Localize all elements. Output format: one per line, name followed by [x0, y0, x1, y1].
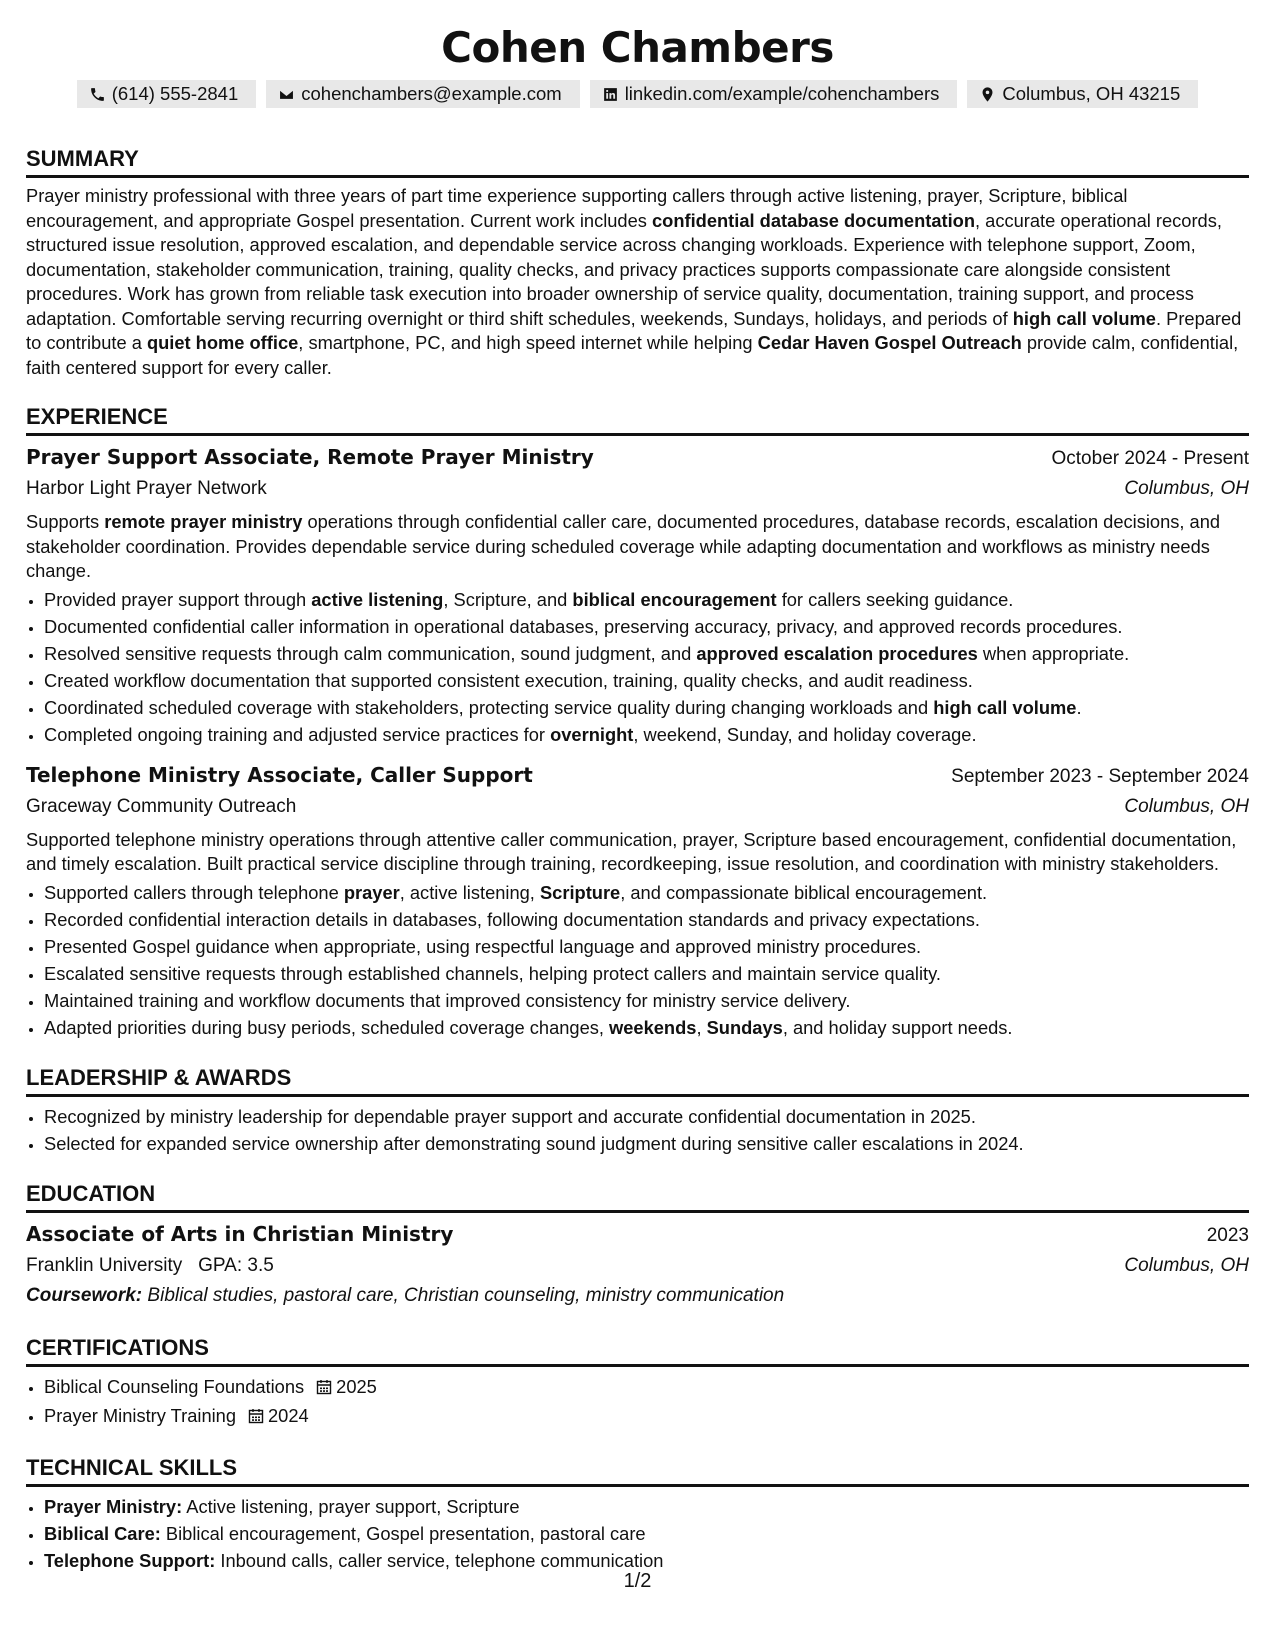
linkedin-icon: [602, 86, 619, 103]
certifications-list: [26, 1373, 1249, 1431]
job-location: Columbus, OH: [1124, 478, 1249, 499]
section-title-education: EDUCATION: [26, 1181, 1249, 1213]
education-entry: [26, 1219, 1249, 1311]
section-title-experience: EXPERIENCE: [26, 404, 1249, 436]
list-item: • Recorded confidential interaction details in databases, following documentation standards and privacy expectations.: [44, 906, 1249, 933]
coursework: Coursework: Biblical studies, pastoral care, Christian counseling, ministry communication: [26, 1284, 785, 1306]
job-description: Supports remote prayer ministry operations through confidential caller care, documented procedures, database records, escalation decisions, and stakeholder coordination. Provides dependable service during scheduled coverage while adapting documentation and workflows as ministry needs change.: [26, 511, 1221, 581]
list-item: • Provided prayer support through active listening, Scripture, and biblical encouragement for callers seeking guidance.: [44, 586, 1249, 613]
education-section: [26, 1181, 1249, 1311]
cert-year: 2024: [268, 1404, 309, 1426]
list-item: • Coordinated scheduled coverage with stakeholders, protecting service quality during changing workloads and high call volume.: [44, 694, 1249, 721]
location-text: Columbus, OH 43215: [1002, 83, 1181, 104]
job-role: Telephone Ministry Associate, Caller Support: [26, 762, 533, 787]
resume-page: [26, 22, 1249, 1574]
section-title-certifications: CERTIFICATIONS: [26, 1335, 1249, 1367]
section-title-skills: TECHNICAL SKILLS: [26, 1455, 1249, 1487]
section-title-leadership: LEADERSHIP & AWARDS: [26, 1065, 1249, 1097]
list-item: • Created workflow documentation that supported consistent execution, training, quality checks, and audit readiness.: [44, 667, 1249, 694]
section-title-summary: SUMMARY: [26, 146, 1249, 178]
list-item: • Maintained training and workflow documents that improved consistency for ministry service delivery.: [44, 987, 1249, 1014]
summary-section: [26, 146, 1249, 380]
job-dates: October 2024 - Present: [1051, 448, 1249, 469]
list-item: • Telephone Support: Inbound calls, caller service, telephone communication: [44, 1547, 1249, 1574]
experience-section: [26, 404, 1249, 1041]
gpa: GPA: 3.5: [198, 1254, 274, 1276]
certifications-section: [26, 1335, 1249, 1431]
contact-bar: [26, 80, 1249, 108]
list-item: • Presented Gospel guidance when appropriate, using respectful language and approved ministry procedures.: [44, 933, 1249, 960]
list-item: • Supported callers through telephone prayer, active listening, Scripture, and compassionate biblical encouragement.: [44, 879, 1249, 906]
job-bullets: [26, 586, 1249, 748]
cert-year: 2025: [336, 1375, 377, 1397]
list-item: • Prayer Ministry Training 2024: [44, 1402, 1249, 1431]
job-location: Columbus, OH: [1124, 795, 1249, 817]
envelope-icon: [278, 86, 295, 103]
leadership-section: [26, 1065, 1249, 1157]
job-dates: September 2023 - September 2024: [951, 765, 1249, 787]
list-item: • Completed ongoing training and adjusted service practices for overnight, weekend, Sunday, and holiday coverage.: [44, 721, 1249, 748]
list-item: • Documented confidential caller information in operational databases, preserving accuracy, privacy, and approved records procedures.: [44, 613, 1249, 640]
job-entry: [26, 760, 1249, 1041]
job-organization: Harbor Light Prayer Network: [26, 478, 267, 499]
school: Franklin University GPA: 3.5: [26, 1254, 274, 1276]
graduation-year: 2023: [1206, 1224, 1249, 1246]
map-pin-icon: [979, 86, 996, 103]
list-item: • Selected for expanded service ownership after demonstrating sound judgment during sensitive caller escalations in 2024.: [44, 1130, 1249, 1157]
job-role: Prayer Support Associate, Remote Prayer Ministry: [26, 445, 594, 469]
phone-chip: [77, 80, 257, 108]
list-item: • Biblical Counseling Foundations 2025: [44, 1373, 1249, 1402]
degree: Associate of Arts in Christian Ministry: [26, 1221, 454, 1246]
page-number: 1/2: [623, 1570, 652, 1592]
job-description: Supported telephone ministry operations through attentive caller communication, prayer, Scripture based encouragement, confidential documentation, and timely escalation. Built practical service discipline through training, recordkeeping, issue resolution, and coordination with ministry stakeholders.: [26, 828, 1237, 874]
skills-section: [26, 1455, 1249, 1574]
phone-icon: [89, 86, 106, 103]
location-chip: [967, 80, 1198, 108]
school-location: Columbus, OH: [1124, 1254, 1249, 1276]
list-item: • Resolved sensitive requests through calm communication, sound judgment, and approved escalation procedures when appropriate.: [44, 640, 1249, 667]
skills-list: [26, 1493, 1249, 1574]
email-address[interactable]: cohenchambers@example.com: [301, 83, 562, 104]
list-item: • Escalated sensitive requests through established channels, helping protect callers and maintain service quality.: [44, 960, 1249, 987]
list-item: • Biblical Care: Biblical encouragement, Gospel presentation, pastoral care: [44, 1520, 1249, 1547]
email-chip[interactable]: [266, 80, 579, 108]
linkedin-url[interactable]: linkedin.com/example/cohenchambers: [624, 83, 940, 104]
leadership-list: [26, 1103, 1249, 1157]
list-item: • Recognized by ministry leadership for dependable prayer support and accurate confidential documentation in 2025.: [44, 1103, 1249, 1130]
calendar-icon: [316, 1375, 332, 1402]
candidate-name: Cohen Chambers: [441, 23, 834, 72]
summary-text: Prayer ministry professional with three years of part time experience supporting callers through active listening, prayer, Scripture, biblical encouragement, and appropriate Gospel presentation. Current work includes confidential database documentation, accurate operational records, structured issue resolution, approved escalation, and dependable service across changing workloads. Experience with telephone support, Zoom, documentation, stakeholder communication, training, quality checks, and privacy practices supports compassionate care alongside consistent procedures. Work has grown from reliable task execution into broader ownership of service quality, documentation, training support, and process adaptation. Comfortable serving recurring overnight or third shift schedules, weekends, Sundays, holidays, and periods of high call volume. Prepared to contribute a quiet home office, smartphone, PC, and high speed internet while helping Cedar Haven Gospel Outreach provide calm, confidential, faith centered support for every caller.: [26, 185, 1242, 378]
job-bullets: [26, 879, 1249, 1041]
list-item: • Adapted priorities during busy periods, scheduled coverage changes, weekends, Sundays, and holiday support needs.: [44, 1014, 1249, 1041]
job-organization: Graceway Community Outreach: [26, 795, 297, 817]
list-item: • Prayer Ministry: Active listening, prayer support, Scripture: [44, 1493, 1249, 1520]
linkedin-chip[interactable]: [590, 80, 958, 108]
phone-number: (614) 555-2841: [111, 83, 239, 104]
calendar-icon: [248, 1404, 264, 1431]
job-entry: [26, 442, 1249, 748]
